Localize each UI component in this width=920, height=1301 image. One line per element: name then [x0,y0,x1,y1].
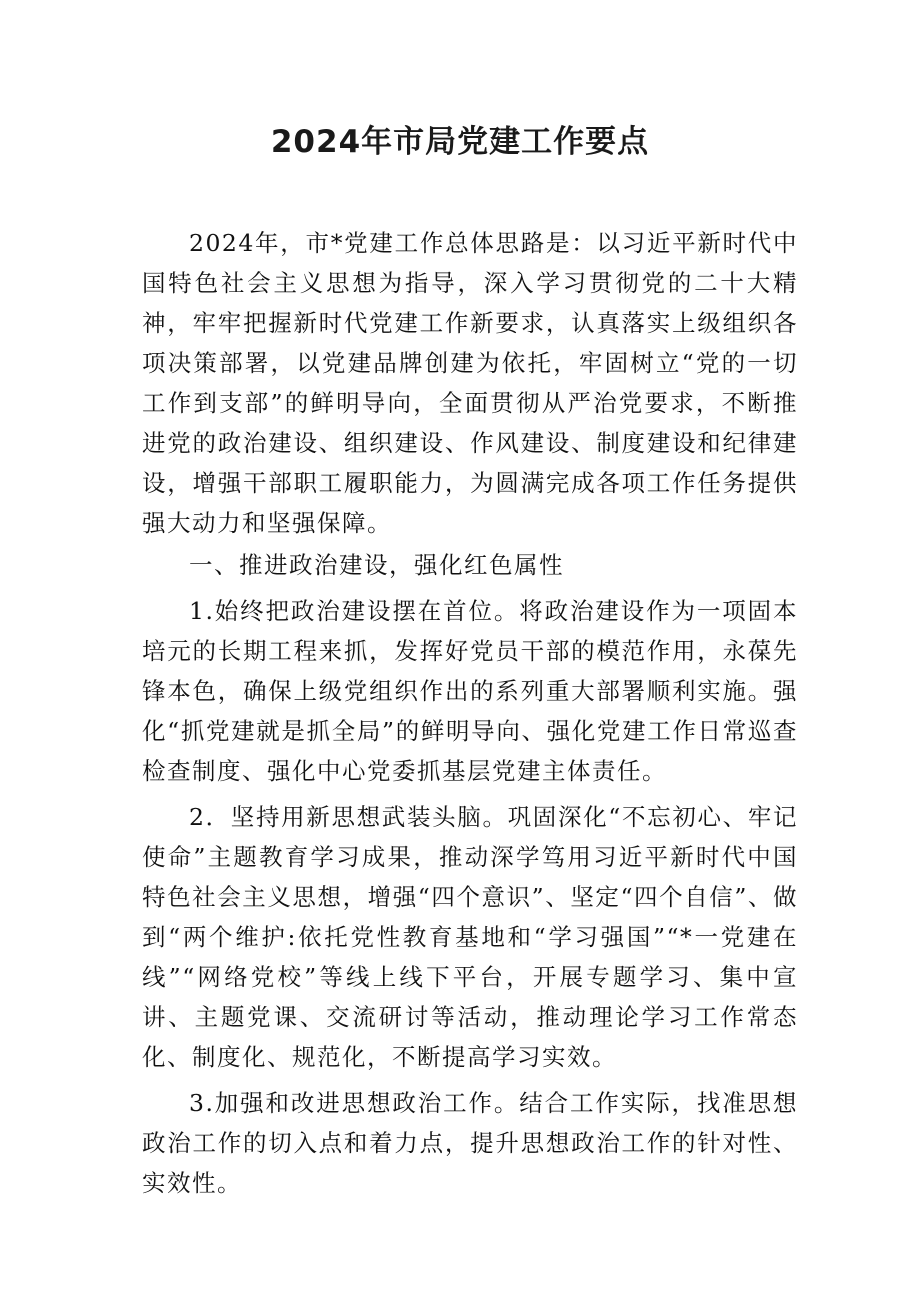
intro-paragraph: 2024年，市*党建工作总体思路是：以习近平新时代中国特色社会主义思想为指导，深入学习贯彻党的二十大精神，牢牢把握新时代党建工作新要求，认真落实上级组织各项决策部署，以党建品牌创建为依托，牢固树立“党的一切工作到支部”的鲜明导向，全面贯彻从严治党要求，不断推进党的政治建设、组织建设、作风建设、制度建设和纪律建设，增强干部职工履职能力，为圆满完成各项工作任务提供强大动力和坚强保障。 [142,229,798,537]
list-item-3: 3.加强和改进思想政治工作。结合工作实际，找准思想政治工作的切入点和着力点，提升思想政治工作的针对性、实效性。 [142,1089,798,1197]
list-item-1: 1.始终把政治建设摆在首位。将政治建设作为一项固本培元的长期工程来抓，发挥好党员干部的模范作用，永葆先锋本色，确保上级党组织作出的系列重大部署顺利实施。强化“抓党建就是抓全局”的鲜明导向、强化党建工作日常巡查检查制度、强化中心党委抓基层党建主体责任。 [142,597,798,785]
section-heading-political-building: 一、推进政治建设，强化红色属性 [189,551,564,579]
document-title: 2024年市局党建工作要点 [270,124,650,160]
list-item-2: 2．坚持用新思想武装头脑。巩固深化“不忘初心、牢记使命”主题教育学习成果，推动深学笃用习近平新时代中国特色社会主义思想，增强“四个意识”、坚定“四个自信”、做到“两个维护:依托党性教育基地和“学习强国”“*一党建在线”“网络党校”等线上线下平台，开展专题学习、集中宣讲、主题党课、交流研讨等活动，推动理论学习工作常态化、制度化、规范化，不断提高学习实效。 [142,803,798,1071]
document-body [142,223,798,1203]
